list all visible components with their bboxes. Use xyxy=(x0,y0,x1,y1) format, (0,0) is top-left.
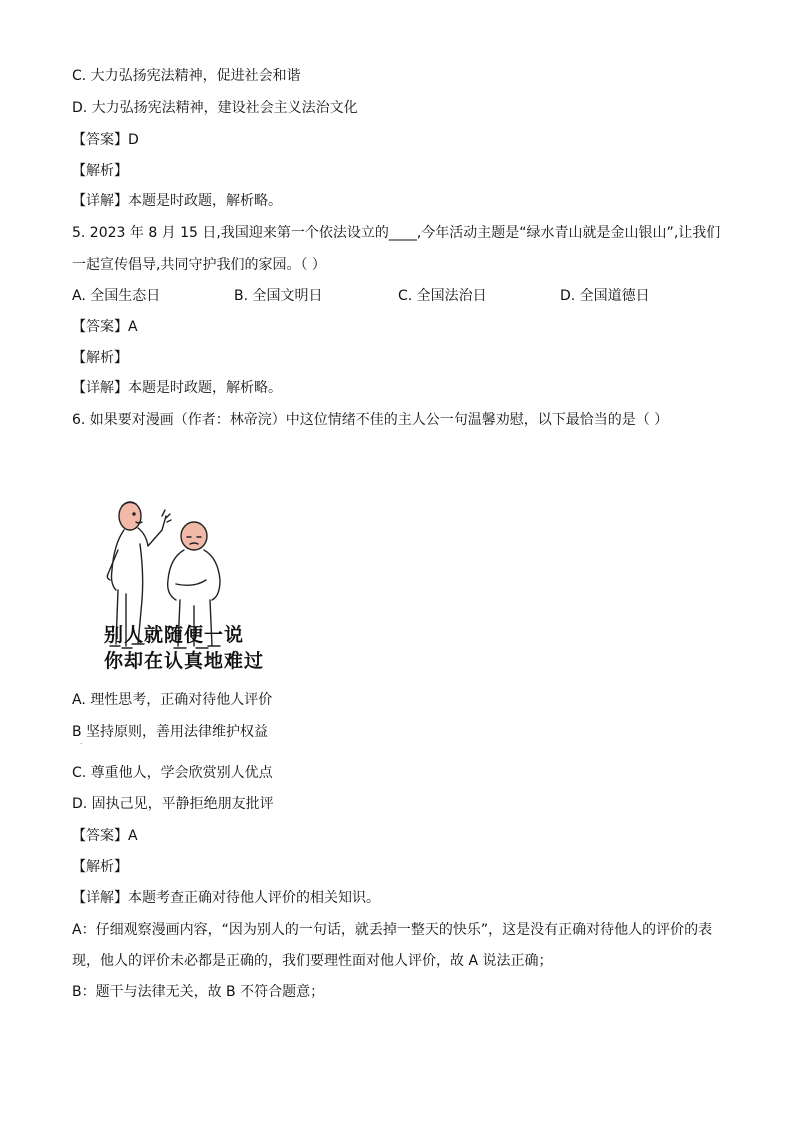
q6-explain-a-line1: A：仔细观察漫画内容，“因为别人的一句话，就丢掉一整天的快乐”，这是没有正确对待他人的评价的表 xyxy=(72,922,713,938)
q5-options xyxy=(72,286,732,306)
q5-analysis-heading: 【解析】 xyxy=(72,350,128,366)
q6-analysis-heading: 【解析】 xyxy=(72,859,128,875)
q5-option-a: A. 全国生态日 xyxy=(72,288,161,304)
q6-option-b-mark: . xyxy=(80,738,83,746)
q4-option-d: D. 大力弘扬宪法精神，建设社会主义法治文化 xyxy=(72,100,358,116)
q6-explain-b: B：题干与法律无关，故 B 不符合题意； xyxy=(72,984,325,1000)
q4-option-c: C. 大力弘扬宪法精神，促进社会和谐 xyxy=(72,68,301,84)
q6-detail: 【详解】本题考查正确对待他人评价的相关知识。 xyxy=(72,890,380,906)
q5-stem-line2: 一起宣传倡导,共同守护我们的家园。（ ） xyxy=(72,257,326,273)
q4-answer: 【答案】D xyxy=(72,132,139,148)
q6-option-d: D. 固执己见，平静拒绝朋友批评 xyxy=(72,796,274,812)
q4-analysis-heading: 【解析】 xyxy=(72,163,128,179)
q6-option-b: B 坚持原则，善用法律维护权益 xyxy=(72,724,269,740)
q5-option-c: C. 全国法治日 xyxy=(398,288,487,304)
q6-answer: 【答案】A xyxy=(72,828,138,844)
q5-stem-line1: 5. 2023 年 8 月 15 日,我国迎来第一个依法设立的____,今年活动主题是“绿水青山就是金山银山”,让我们 xyxy=(72,225,721,241)
q6-explain-a-line2: 现，他人的评价未必都是正确的，我们要理性面对他人评价，故 A 说法正确； xyxy=(72,953,553,969)
q5-option-b: B. 全国文明日 xyxy=(234,288,323,304)
q6-stem: 6. 如果要对漫画（作者：林帝浣）中这位情绪不佳的主人公一句温馨劝慰，以下最恰当的是（ ） xyxy=(72,412,669,428)
cartoon-caption-line1: 别人就随便一说 xyxy=(104,624,245,646)
q6-option-c: C. 尊重他人，学会欣赏别人优点 xyxy=(72,765,273,781)
q4-detail: 【详解】本题是时政题，解析略。 xyxy=(72,193,282,209)
cartoon-caption-line2: 你却在认真地难过 xyxy=(104,650,265,672)
q5-option-d: D. 全国道德日 xyxy=(560,288,650,304)
q6-option-a: A. 理性思考，正确对待他人评价 xyxy=(72,692,273,708)
q5-answer: 【答案】A xyxy=(72,319,138,335)
q5-detail: 【详解】本题是时政题，解析略。 xyxy=(72,380,282,396)
